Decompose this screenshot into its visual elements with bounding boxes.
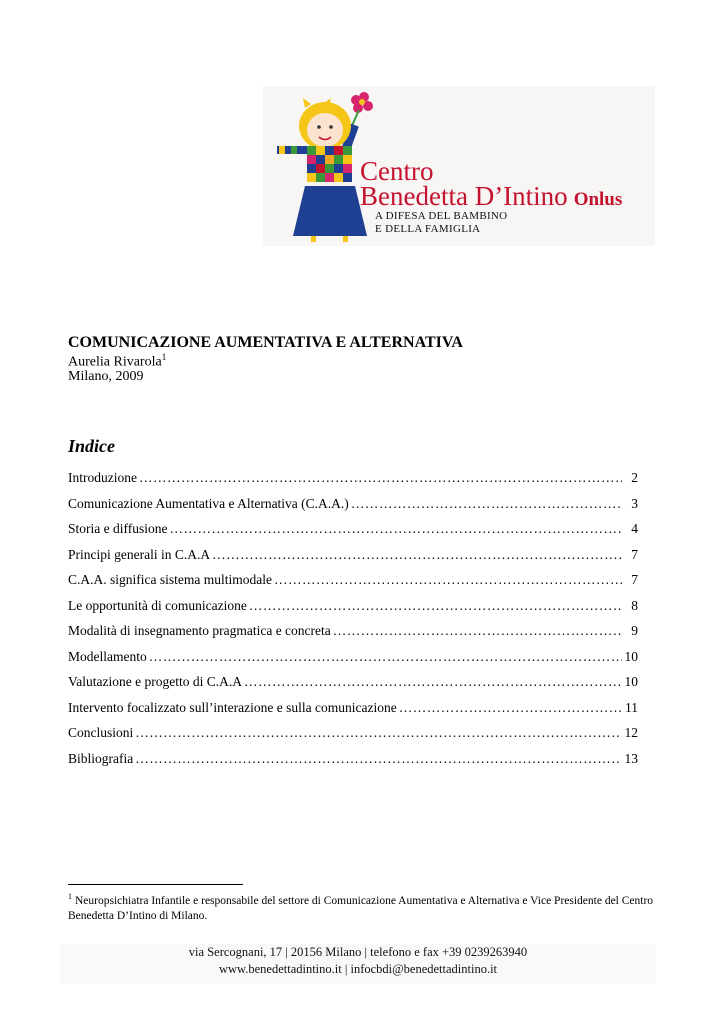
- logo-wordmark-name: Benedetta D’Intino: [360, 181, 568, 211]
- toc-entry[interactable]: [68, 649, 638, 675]
- footer-address: via Sercognani, 17 | 20156 Milano | telefono e fax +39 0239263940: [188, 945, 528, 959]
- document-place-date: Milano, 2009: [68, 369, 144, 384]
- toc-entry[interactable]: [68, 674, 638, 700]
- girl-mascot-illustration: [263, 86, 655, 246]
- toc-entry-title: Introduzione: [68, 470, 137, 485]
- toc-entry-page: 3: [631, 495, 638, 511]
- toc-entry-title: Modellamento: [68, 648, 147, 664]
- toc-entry-page: 7: [631, 546, 638, 562]
- logo-wordmark-line2: [360, 183, 622, 210]
- toc-leader: [149, 649, 622, 665]
- footnote: [68, 889, 658, 924]
- toc-entry[interactable]: [68, 496, 638, 522]
- toc-leader: [249, 598, 622, 614]
- toc-entry-title: Storia e diffusione: [68, 521, 168, 536]
- toc-leader: [274, 572, 622, 588]
- toc-leader: [139, 470, 622, 486]
- organization-logo: [263, 86, 655, 246]
- toc-leader: [333, 623, 622, 639]
- toc-entry-page: 2: [631, 470, 638, 485]
- toc-leader: [399, 700, 622, 716]
- footnote-divider: [68, 884, 243, 885]
- flower-icon: [351, 92, 373, 128]
- toc-entry[interactable]: [68, 521, 638, 547]
- toc-entry-page: 8: [631, 597, 638, 613]
- toc-entry-page: 10: [624, 674, 638, 689]
- table-of-contents: [68, 470, 638, 776]
- toc-entry-title: Comunicazione Aumentativa e Alternativa (C.A.A.): [68, 495, 349, 511]
- toc-leader: [351, 496, 622, 512]
- toc-entry[interactable]: [68, 470, 638, 496]
- toc-entry-title: C.A.A. significa sistema multimodale: [68, 572, 272, 587]
- toc-leader: [135, 725, 622, 741]
- toc-entry-page: 9: [631, 623, 638, 638]
- toc-entry[interactable]: [68, 598, 638, 624]
- toc-entry-title: Bibliografia: [68, 750, 134, 766]
- toc-entry-title: Intervento focalizzato sull’interazione e sulla comunicazione: [68, 699, 397, 715]
- footer-web-email: www.benedettadintino.it | infocbdi@benedettadintino.it: [218, 962, 498, 976]
- author-footnote-marker: 1: [161, 352, 167, 362]
- toc-entry[interactable]: [68, 751, 638, 777]
- document-title: COMUNICAZIONE AUMENTATIVA E ALTERNATIVA: [68, 334, 463, 351]
- toc-entry-page: 11: [625, 699, 638, 715]
- toc-leader: [212, 547, 622, 563]
- toc-entry[interactable]: [68, 547, 638, 573]
- document-author: [68, 352, 166, 371]
- toc-leader: [135, 751, 622, 767]
- toc-entry[interactable]: [68, 572, 638, 598]
- toc-entry-title: Valutazione e progetto di C.A.A: [68, 674, 242, 689]
- toc-entry[interactable]: [68, 623, 638, 649]
- logo-tagline-line1: A DIFESA DEL BAMBINO: [375, 210, 508, 222]
- toc-entry-title: Modalità di insegnamento pragmatica e concreta: [68, 623, 331, 638]
- footnote-marker: 1: [68, 892, 72, 901]
- logo-onlus: Onlus: [573, 189, 623, 210]
- toc-entry-page: 10: [624, 648, 638, 664]
- logo-tagline-line2: E DELLA FAMIGLIA: [375, 223, 481, 235]
- toc-entry-title: Le opportunità di comunicazione: [68, 597, 247, 613]
- logo-wordmark-line1: Centro: [360, 156, 434, 186]
- toc-entry-page: 12: [624, 725, 638, 740]
- author-name: Aurelia Rivarola: [68, 354, 162, 370]
- index-heading: Indice: [68, 436, 115, 456]
- toc-entry-title: Principi generali in C.A.A: [68, 546, 211, 562]
- toc-leader: [244, 674, 622, 690]
- toc-leader: [169, 521, 622, 537]
- page-footer: [60, 944, 656, 984]
- toc-entry[interactable]: [68, 700, 638, 726]
- footnote-text: Neuropsichiatra Infantile e responsabile del settore di Comunicazione Aumentativa e Alternativa e Vice Presidente del Centro Benedetta D’Intino di Milano.: [68, 894, 654, 922]
- toc-entry-page: 13: [624, 750, 638, 766]
- toc-entry[interactable]: [68, 725, 638, 751]
- toc-entry-page: 7: [631, 572, 638, 587]
- toc-entry-page: 4: [631, 521, 638, 536]
- toc-entry-title: Conclusioni: [68, 725, 134, 740]
